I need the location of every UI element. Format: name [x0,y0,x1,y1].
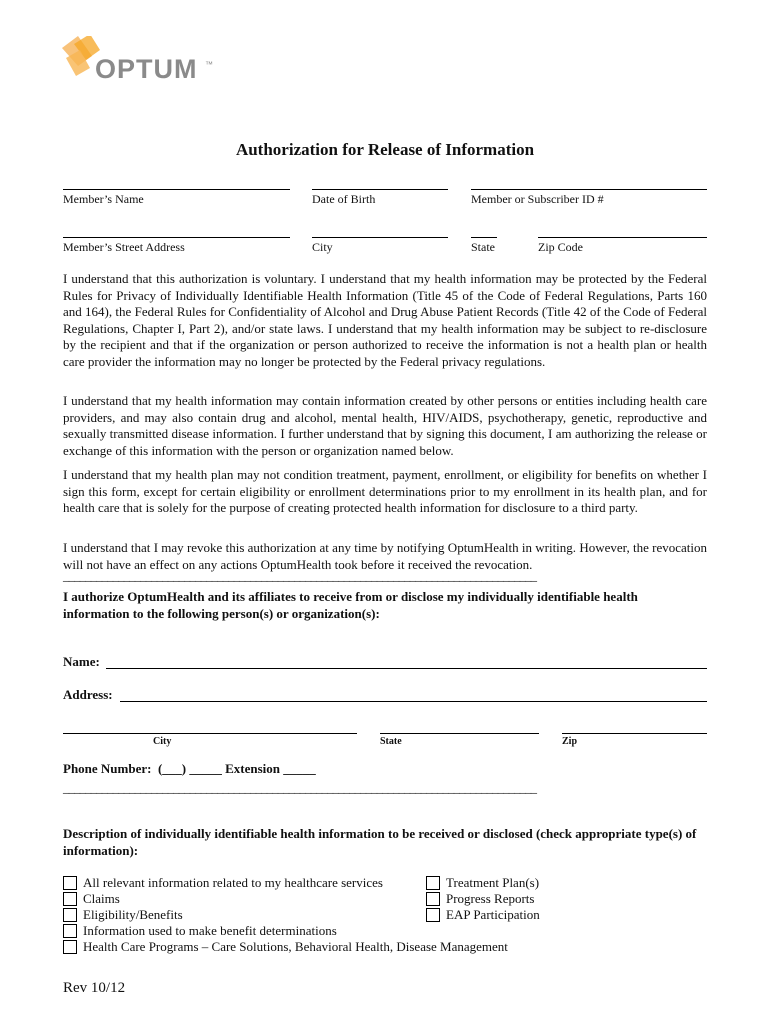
recipient-state-label: State [380,736,402,747]
logo-text: OPTUM [95,54,198,84]
checkbox-icon[interactable] [63,924,77,938]
recipient-city-label: City [153,736,172,747]
checkbox-icon[interactable] [63,892,77,906]
state-field[interactable] [471,237,497,238]
checkbox-label: Claims [83,891,120,906]
recipient-name-label: Name: [63,654,100,669]
member-id-field[interactable] [471,189,707,190]
paragraph-contents: I understand that my health information may contain information created by other persons or entities including health care providers, and may also contain drug and alcohol, mental health, HIV/AIDS, psychotherapy, genetic, reproductive and sexually transmitted disease information. I further understand that by signing this document, I am authorizing the release or exchange of this information with the person or organization named below. [63,393,707,458]
zip-field[interactable] [538,237,707,238]
recipient-address-label: Address: [63,687,113,702]
street-label: Member’s Street Address [63,240,185,254]
checkbox-label: Eligibility/Benefits [83,907,183,922]
checkbox-icon[interactable] [63,876,77,890]
checkbox-icon[interactable] [426,876,440,890]
authorize-statement: I authorize OptumHealth and its affiliates to receive from or disclose my individually identifiable health information to the following person(s) or organization(s): [63,589,638,621]
checkbox-icon[interactable] [63,940,77,954]
checkbox-claims[interactable] [63,891,120,907]
recipient-zip-label: Zip [562,736,578,747]
logo-trademark: ™ [205,60,213,69]
checkbox-progress-reports[interactable] [426,891,534,907]
paragraph-voluntary: I understand that this authorization is voluntary. I understand that my health information may be protected by the Federal Rules for Privacy of Individually Identifiable Health Information (Title 45 of the Code of Federal Regulations, Parts 160 and 164), the Federal Rules for Confidentiality of Alcohol and Drug Abuse Patient Records (Title 42 of the Code of Federal Regulations, Chapter I, Part 2), and/or state laws. I understand that my health information may be subject to re-disclosure by the recipient and that if the organization or person authorized to receive the information is not a health plan or health care provider the information may no longer be protected by the Federal privacy regulations. [63,271,707,369]
dob-field[interactable] [312,189,448,190]
recipient-zip-field[interactable] [562,733,707,734]
page-title: Authorization for Release of Information [235,140,535,159]
street-field[interactable] [63,237,290,238]
dob-label: Date of Birth [312,192,376,206]
checkbox-label: Treatment Plan(s) [446,875,540,890]
state-label: State [471,240,495,254]
member-name-label: Member’s Name [63,192,144,206]
checkbox-label: EAP Participation [446,907,540,922]
revision-footer: Rev 10/12 [63,980,126,996]
checkbox-eligibility[interactable] [63,907,183,923]
zip-label: Zip Code [538,240,583,254]
city-field[interactable] [312,237,448,238]
member-name-field[interactable] [63,189,290,190]
checkbox-label: Health Care Programs – Care Solutions, Behavioral Health, Disease Management [83,939,508,954]
member-id-label: Member or Subscriber ID # [471,192,604,206]
separator-line-2: ______________________________________________________________________________________ [63,780,536,795]
recipient-address-field[interactable] [120,701,707,702]
checkbox-label: Information used to make benefit determinations [83,923,337,938]
recipient-name-field[interactable] [106,668,707,669]
recipient-state-field[interactable] [380,733,539,734]
separator-line: ______________________________________________________________________________________ [63,568,536,583]
checkbox-label: All relevant information related to my healthcare services [83,875,383,890]
phone-number-field[interactable]: Phone Number: (___) _____ Extension _____ [63,761,316,776]
checkbox-icon[interactable] [63,908,77,922]
city-label: City [312,240,333,254]
checkbox-eap[interactable] [426,907,540,923]
paragraph-revoke: I understand that I may revoke this authorization at any time by notifying OptumHealth in writing. However, the revocation will not have an effect on any actions OptumHealth took before it received the revocation. [63,540,707,572]
checkbox-benefit-determinations[interactable] [63,923,337,939]
recipient-city-field[interactable] [63,733,357,734]
checkbox-health-care-programs[interactable] [63,939,508,955]
checkbox-all-relevant[interactable] [63,875,383,891]
checkbox-label: Progress Reports [446,891,535,906]
checkbox-treatment-plans[interactable] [426,875,539,891]
checkbox-icon[interactable] [426,908,440,922]
paragraph-conditions: I understand that my health plan may not condition treatment, payment, enrollment, or eligibility for benefits on whether I sign this form, except for certain eligibility or enrollment determinations prior to my enrollment in its health plan, and for health care that is solely for the purpose of creating protected health information for disclosure to a third party. [63,467,707,515]
checkbox-icon[interactable] [426,892,440,906]
description-heading: Description of individually identifiable health information to be received or disclosed (check appropriate type(s) of information): [63,826,697,858]
